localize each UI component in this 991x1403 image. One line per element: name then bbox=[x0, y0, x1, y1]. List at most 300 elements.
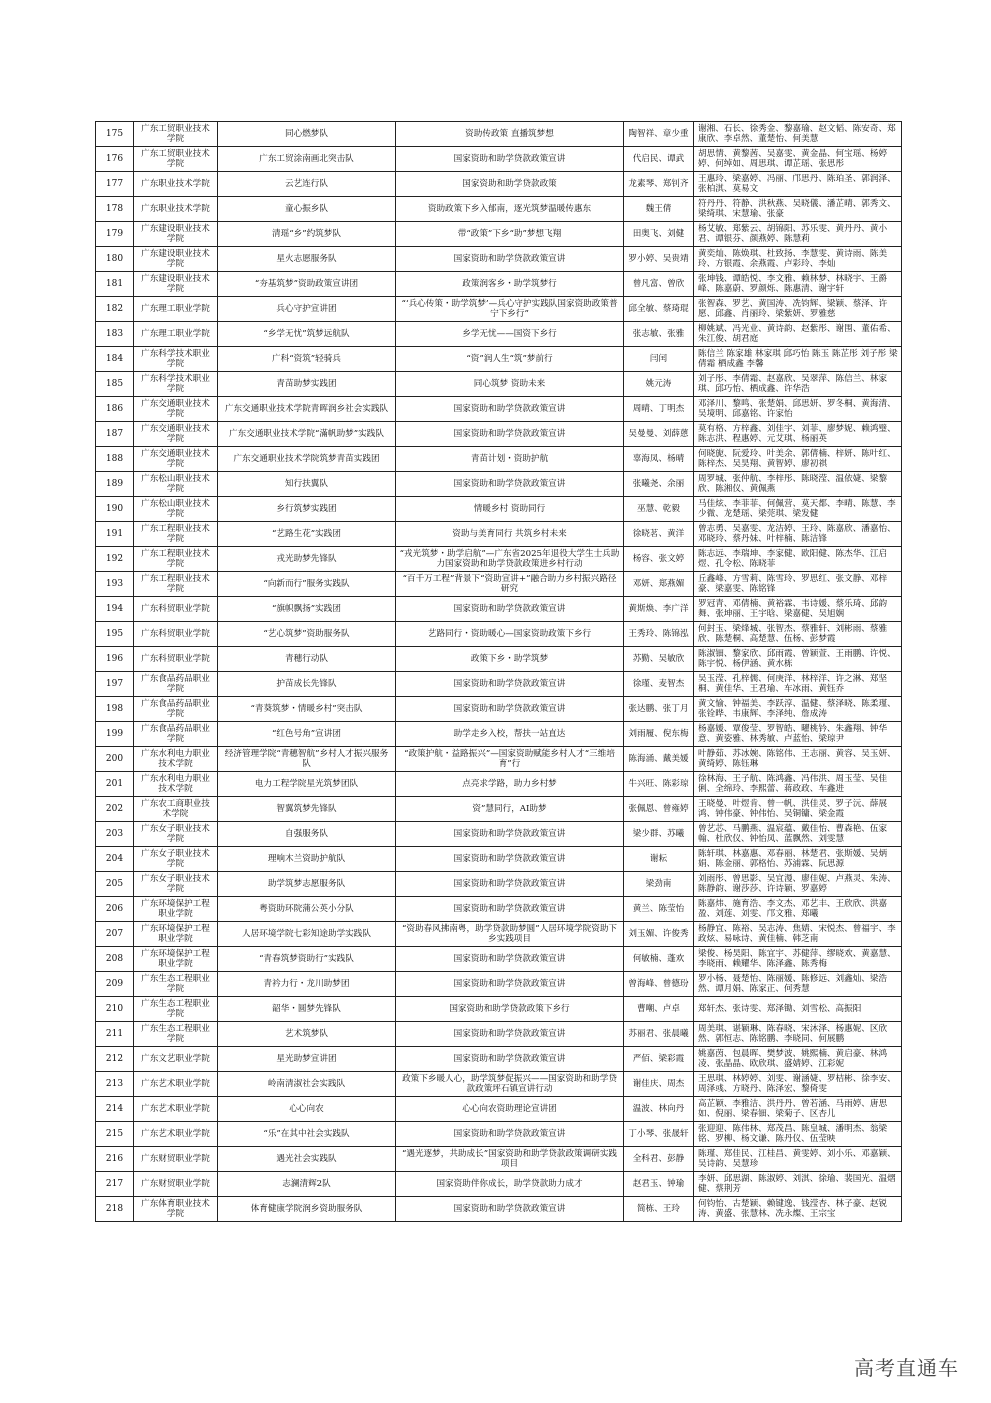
topic-cell: 国家资助和助学贷款政策宣讲 bbox=[396, 972, 624, 997]
topic-cell: 政策润客乡・助学筑梦行 bbox=[396, 272, 624, 297]
team-name-cell: “乡学无忧”筑梦远航队 bbox=[218, 322, 396, 347]
table-row bbox=[96, 872, 902, 897]
team-name-cell: 韶华・圆梦先锋队 bbox=[218, 997, 396, 1022]
members-cell: 王晓曼、叶煜肯、曾一帆、洪佳灵、罗子沅、薛展鸿、钟伟豪、钟伟怡、吴铜镛、梁金霞 bbox=[694, 797, 902, 822]
row-number-cell: 215 bbox=[96, 1122, 134, 1147]
leader-cell: 梁劲南 bbox=[624, 872, 694, 897]
table-row bbox=[96, 897, 902, 922]
row-number-cell: 200 bbox=[96, 747, 134, 772]
members-cell: 曾艺芯、马鹏燕、温宸蕴、戴佳怡、曹森艳、伍家翰、杜欣仪、钟怡凤、蓝飘然、刘雯慧 bbox=[694, 822, 902, 847]
topic-cell: 助学走乡入校，帮扶一站直达 bbox=[396, 722, 624, 747]
members-cell: 杨嘉媛、覃俊莹、罗智皓、曜桃钤、朱鑫翔、钟华意、黄姿雅、林秀敏、卢蓝怡、梁琼尹 bbox=[694, 722, 902, 747]
school-cell: 广东科贸职业学院 bbox=[134, 622, 218, 647]
topic-cell: 心心向农资助理论宣讲团 bbox=[396, 1097, 624, 1122]
team-name-cell: 自强服务队 bbox=[218, 822, 396, 847]
topic-cell: 国家资助和助学贷款政策宣讲 bbox=[396, 597, 624, 622]
school-cell: 广东理工职业学院 bbox=[134, 322, 218, 347]
members-cell: 罗小杨、聂楚怡、陈丽媛、陈修远、刘鑫灿、梁浩然、谭月娟、陈家正、何秀慧 bbox=[694, 972, 902, 997]
topic-cell: 国家资助和助学贷款政策宣讲 bbox=[396, 397, 624, 422]
roster-table-body bbox=[96, 122, 902, 1222]
leader-cell: 梁少群、苏曦 bbox=[624, 822, 694, 847]
topic-cell: “戎光筑梦・助学启航”—广东省2025年退役大学生士兵助力国家资助和助学贷款政策进乡村行动 bbox=[396, 547, 624, 572]
school-cell: 广东食品药品职业学院 bbox=[134, 672, 218, 697]
topic-cell: 艺路同行・资助暖心—国家资助政策下乡行 bbox=[396, 622, 624, 647]
members-cell: 谢湘、石长、徐秀金、黎嘉瑜、赵文韬、陈安奇、郑康欣、李卓然、董楚怡、何美慧 bbox=[694, 122, 902, 147]
members-cell: 杨艾敏、郑紫云、胡锦阳、苏乐雯、黄丹丹、黄小君、谭银芬、颜燕婷、陈慧莉 bbox=[694, 222, 902, 247]
team-name-cell: 志澜清辉2队 bbox=[218, 1172, 396, 1197]
members-cell: 杨静宜、陈裕、吴志涛、焦婧、宋悦杰、曾福宇、李政炫、易咏诗、黄佳楠、韩芝南 bbox=[694, 922, 902, 947]
team-name-cell: 戎光助梦先锋队 bbox=[218, 547, 396, 572]
school-cell: 广东工程职业技术学院 bbox=[134, 547, 218, 572]
members-cell: 邓泽川、黎鸣、张楚娟、邱思妍、罗冬桐、黄海清、吴境明、邱嘉铭、许家怡 bbox=[694, 397, 902, 422]
school-cell: 广东科学技术职业学院 bbox=[134, 372, 218, 397]
school-cell: 广东水利电力职业技术学院 bbox=[134, 772, 218, 797]
topic-cell: 带“政策”下乡“助”梦想飞翔 bbox=[396, 222, 624, 247]
school-cell: 广东女子职业技术学院 bbox=[134, 822, 218, 847]
row-number-cell: 186 bbox=[96, 397, 134, 422]
school-cell: 广东财贸职业学院 bbox=[134, 1147, 218, 1172]
table-row bbox=[96, 647, 902, 672]
team-name-cell: 知行扶翼队 bbox=[218, 472, 396, 497]
team-name-cell: 广科“资筑”轻骑兵 bbox=[218, 347, 396, 372]
table-row bbox=[96, 572, 902, 597]
row-number-cell: 177 bbox=[96, 172, 134, 197]
table-row bbox=[96, 322, 902, 347]
table-row bbox=[96, 772, 902, 797]
row-number-cell: 213 bbox=[96, 1072, 134, 1097]
team-name-cell: 广东工贸涂南画北突击队 bbox=[218, 147, 396, 172]
topic-cell: 国家资助和助学贷款政策宣讲 bbox=[396, 697, 624, 722]
table-row bbox=[96, 422, 902, 447]
topic-cell: “资”润人生“筑”梦前行 bbox=[396, 347, 624, 372]
members-cell: 何晓旎、阮爱玲、叶美余、郭倩楠、梓妍、陈叶红、陈梓杰、吴昊翔、黄智婷、廖初祺 bbox=[694, 447, 902, 472]
members-cell: 陈瑾、郑佳民、江桂昌、黄雯婷、刘小乐、邓嘉颖、吴诗韵、吴慧珍 bbox=[694, 1147, 902, 1172]
leader-cell: 黄斯焕、李广洋 bbox=[624, 597, 694, 622]
school-cell: 广东职业技术学院 bbox=[134, 172, 218, 197]
members-cell: 曾志勇、吴嘉雯、龙洁婷、王玲、陈嘉欣、潘嘉怡、邓晓玲、蔡丹妹、叶梓楠、陈洁锋 bbox=[694, 522, 902, 547]
school-cell: 广东科贸职业学院 bbox=[134, 597, 218, 622]
school-cell: 广东食品药品职业学院 bbox=[134, 722, 218, 747]
leader-cell: 刘雨履、倪东梅 bbox=[624, 722, 694, 747]
topic-cell: 国家资助和助学贷款政策宣讲 bbox=[396, 822, 624, 847]
school-cell: 广东科学技术职业学院 bbox=[134, 347, 218, 372]
row-number-cell: 195 bbox=[96, 622, 134, 647]
school-cell: 广东工贸职业技术学院 bbox=[134, 147, 218, 172]
row-number-cell: 185 bbox=[96, 372, 134, 397]
row-number-cell: 207 bbox=[96, 922, 134, 947]
topic-cell: 国家资助和助学贷款政策宣讲 bbox=[396, 872, 624, 897]
row-number-cell: 199 bbox=[96, 722, 134, 747]
row-number-cell: 193 bbox=[96, 572, 134, 597]
leader-cell: 曾海峰、曾德玢 bbox=[624, 972, 694, 997]
row-number-cell: 180 bbox=[96, 247, 134, 272]
table-row bbox=[96, 522, 902, 547]
topic-cell: 国家资助和助学贷款政策宣讲 bbox=[396, 1122, 624, 1147]
members-cell: 胡思情、黄黎茜、吴嘉雯、黄金晶、何宝瑶、杨婷婷、何绰如、周思琪、谭芷瑶、张思彤 bbox=[694, 147, 902, 172]
table-row bbox=[96, 622, 902, 647]
leader-cell: 温波、林向丹 bbox=[624, 1097, 694, 1122]
table-row bbox=[96, 1122, 902, 1147]
leader-cell: 闫闰 bbox=[624, 347, 694, 372]
members-cell: 刘子彤、李倩霜、赵嘉欣、吴翠萍、陈信兰、林家琪、邱巧怡、栖成鑫、许华浩 bbox=[694, 372, 902, 397]
school-cell: 广东生态工程职业学院 bbox=[134, 997, 218, 1022]
members-cell: 陈信兰 陈家雄 林家琪 邱巧怡 陈玉 陈芷彤 刘子彤 梁倩霜 栖成鑫 李馨 bbox=[694, 347, 902, 372]
table-row bbox=[96, 947, 902, 972]
members-cell: 周罗城、张仲航、李梓彤、陈晓滢、温依婕、梁黎欣、陈湘仪、黄佩燕 bbox=[694, 472, 902, 497]
members-cell: 陈轩琪、林嘉惠、邓春丽、林楚君、张斯媛、吴炳娟、陈金丽、郭格怡、苏浦霖、阮思源 bbox=[694, 847, 902, 872]
row-number-cell: 211 bbox=[96, 1022, 134, 1047]
leader-cell: 谢耘 bbox=[624, 847, 694, 872]
row-number-cell: 198 bbox=[96, 697, 134, 722]
members-cell: 莫有格、方梓鑫、刘佳宇、刘菲、廖梦妮、赖鸿璧、陈志洪、程惠婷、元艾琪、杨丽英 bbox=[694, 422, 902, 447]
school-cell: 广东职业技术学院 bbox=[134, 197, 218, 222]
leader-cell: 徐晓茗、黄洋 bbox=[624, 522, 694, 547]
school-cell: 广东财贸职业学院 bbox=[134, 1172, 218, 1197]
topic-cell: “资助春风拂南粤，助学贷款助梦圆”人居环境学院资助下乡实践项目 bbox=[396, 922, 624, 947]
members-cell: 丘鑫峰、方雪莉、陈雪玲、罗思红、张文静、邓梓豪、梁嘉雯、陈铭锋 bbox=[694, 572, 902, 597]
row-number-cell: 209 bbox=[96, 972, 134, 997]
team-name-cell: 护苗成长先锋队 bbox=[218, 672, 396, 697]
school-cell: 广东工程职业技术学院 bbox=[134, 522, 218, 547]
team-name-cell: 星光助梦宣讲团 bbox=[218, 1047, 396, 1072]
school-cell: 广东环境保护工程职业学院 bbox=[134, 947, 218, 972]
leader-cell: 曾凡富、曾欣 bbox=[624, 272, 694, 297]
members-cell: 张迎迎、陈伟林、郑茂昌、陈皇城、潘明杰、翁梁铭、罗柳、杨文谦、陈丹仪、伍莹映 bbox=[694, 1122, 902, 1147]
topic-cell: 资助与美育同行 共筑乡村未来 bbox=[396, 522, 624, 547]
school-cell: 广东建设职业技术学院 bbox=[134, 247, 218, 272]
school-cell: 广东建设职业技术学院 bbox=[134, 222, 218, 247]
table-row bbox=[96, 247, 902, 272]
team-name-cell: 广东交通职业技术学院青晖润乡社会实践队 bbox=[218, 397, 396, 422]
members-cell: 王惠玲、梁嘉婷、冯丽、邝思丹、陈珀圣、郭润泽、张柏淇、莫易文 bbox=[694, 172, 902, 197]
table-row bbox=[96, 1147, 902, 1172]
team-name-cell: 粤资助环院蒲公英小分队 bbox=[218, 897, 396, 922]
row-number-cell: 206 bbox=[96, 897, 134, 922]
leader-cell: 魏王倩 bbox=[624, 197, 694, 222]
table-row bbox=[96, 197, 902, 222]
row-number-cell: 178 bbox=[96, 197, 134, 222]
table-row bbox=[96, 272, 902, 297]
row-number-cell: 182 bbox=[96, 297, 134, 322]
topic-cell: “百千万工程”背景下“资助宣讲+”融合助力乡村振兴路径研究 bbox=[396, 572, 624, 597]
members-cell: 高芷颖、李雅洁、洪丹丹、曾若涵、马雨婷、唐思如、倪丽、梁春钿、梁菊子、区杏儿 bbox=[694, 1097, 902, 1122]
leader-cell: 张曦尧、余丽 bbox=[624, 472, 694, 497]
team-name-cell: 乡行筑梦实践团 bbox=[218, 497, 396, 522]
table-row bbox=[96, 1172, 902, 1197]
row-number-cell: 194 bbox=[96, 597, 134, 622]
school-cell: 广东环境保护工程职业学院 bbox=[134, 922, 218, 947]
row-number-cell: 184 bbox=[96, 347, 134, 372]
team-name-cell: “艺心筑梦”资助服务队 bbox=[218, 622, 396, 647]
table-row bbox=[96, 997, 902, 1022]
team-name-cell: 广东交通职业技术学院筑梦青苗实践团 bbox=[218, 447, 396, 472]
school-cell: 广东艺术职业学院 bbox=[134, 1122, 218, 1147]
leader-cell: 全科君、彭静 bbox=[624, 1147, 694, 1172]
school-cell: 广东建设职业技术学院 bbox=[134, 272, 218, 297]
leader-cell: 何敏楠、蓬欢 bbox=[624, 947, 694, 972]
leader-cell: 邱全敏、蔡琦琨 bbox=[624, 297, 694, 322]
topic-cell: 国家资助和助学贷款政策宣讲 bbox=[396, 947, 624, 972]
table-row bbox=[96, 122, 902, 147]
topic-cell: 国家资助和助学贷款政策宣讲 bbox=[396, 1047, 624, 1072]
row-number-cell: 210 bbox=[96, 997, 134, 1022]
table-row bbox=[96, 372, 902, 397]
leader-cell: 黄兰、陈莹怡 bbox=[624, 897, 694, 922]
row-number-cell: 212 bbox=[96, 1047, 134, 1072]
topic-cell: 国家资助和助学贷款政策宣讲 bbox=[396, 147, 624, 172]
leader-cell: 苏勤、吴敏欣 bbox=[624, 647, 694, 672]
table-row bbox=[96, 472, 902, 497]
table-row bbox=[96, 722, 902, 747]
table-row bbox=[96, 822, 902, 847]
leader-cell: 吴曼曼、刘薛蒽 bbox=[624, 422, 694, 447]
row-number-cell: 217 bbox=[96, 1172, 134, 1197]
row-number-cell: 183 bbox=[96, 322, 134, 347]
school-cell: 广东环境保护工程职业学院 bbox=[134, 897, 218, 922]
leader-cell: 田奥飞、刘健 bbox=[624, 222, 694, 247]
topic-cell: “‘兵心传策・助学筑梦’—兵心守护实践队国家资助政策普宁下乡行” bbox=[396, 297, 624, 322]
table-row bbox=[96, 847, 902, 872]
row-number-cell: 192 bbox=[96, 547, 134, 572]
school-cell: 广东理工职业学院 bbox=[134, 297, 218, 322]
leader-cell: 杨容、张文婷 bbox=[624, 547, 694, 572]
leader-cell: 巫慧、乾毅 bbox=[624, 497, 694, 522]
roster-table-container bbox=[95, 121, 901, 1222]
leader-cell: 丁小琴、张晟轩 bbox=[624, 1122, 694, 1147]
topic-cell: 资”慧同行，AI助梦 bbox=[396, 797, 624, 822]
row-number-cell: 197 bbox=[96, 672, 134, 697]
row-number-cell: 187 bbox=[96, 422, 134, 447]
row-number-cell: 176 bbox=[96, 147, 134, 172]
row-number-cell: 202 bbox=[96, 797, 134, 822]
school-cell: 广东食品药品职业学院 bbox=[134, 697, 218, 722]
team-name-cell: 心心向农 bbox=[218, 1097, 396, 1122]
row-number-cell: 204 bbox=[96, 847, 134, 872]
leader-cell: 刘玉媚、许俊秀 bbox=[624, 922, 694, 947]
topic-cell: 国家资助和助学贷款政策 bbox=[396, 172, 624, 197]
team-name-cell: 人居环境学院七彩知途助学实践队 bbox=[218, 922, 396, 947]
leader-cell: 陶智祥、章少重 bbox=[624, 122, 694, 147]
topic-cell: 情暖乡村 资助同行 bbox=[396, 497, 624, 522]
row-number-cell: 203 bbox=[96, 822, 134, 847]
row-number-cell: 205 bbox=[96, 872, 134, 897]
leader-cell: 罗小婷、吴贵靖 bbox=[624, 247, 694, 272]
school-cell: 广东松山职业技术学院 bbox=[134, 497, 218, 522]
team-name-cell: 星火志愿服务队 bbox=[218, 247, 396, 272]
team-name-cell: 智翼筑梦先锋队 bbox=[218, 797, 396, 822]
topic-cell: 资助政策下乡入郁南，逐光筑梦温暖传惠东 bbox=[396, 197, 624, 222]
members-cell: 符丹丹、符静、洪秋燕、吴晓儀、潘芷晴、郭秀文、梁绮琪、宋慧瑜、张豪 bbox=[694, 197, 902, 222]
school-cell: 广东工程职业技术学院 bbox=[134, 572, 218, 597]
school-cell: 广东生态工程职业学院 bbox=[134, 972, 218, 997]
row-number-cell: 196 bbox=[96, 647, 134, 672]
school-cell: 广东女子职业技术学院 bbox=[134, 847, 218, 872]
leader-cell: 张达鹏、张丁月 bbox=[624, 697, 694, 722]
members-cell: 柳姚斌、冯光业、黄诗韵、赵紫彤、谢围、董佑希、朱江俊、胡君庭 bbox=[694, 322, 902, 347]
table-row bbox=[96, 497, 902, 522]
topic-cell: 点亮求学路，助力乡村梦 bbox=[396, 772, 624, 797]
team-name-cell: “青春筑梦资助行”实践队 bbox=[218, 947, 396, 972]
school-cell: 广东科贸职业学院 bbox=[134, 647, 218, 672]
members-cell: 梁俊、杨昊阳、陈宜宇、苏健萍、缪晓欢、黄嘉慧、李晓雨、赖耀华、陈泽鑫、陈秀梅 bbox=[694, 947, 902, 972]
leader-cell: 姚元涛 bbox=[624, 372, 694, 397]
table-row bbox=[96, 1047, 902, 1072]
row-number-cell: 190 bbox=[96, 497, 134, 522]
topic-cell: 青苗计划・资助护航 bbox=[396, 447, 624, 472]
school-cell: 广东交通职业技术学院 bbox=[134, 422, 218, 447]
topic-cell: 国家资助和助学贷款政策下乡行 bbox=[396, 997, 624, 1022]
team-name-cell: “艺路生花”实践团 bbox=[218, 522, 396, 547]
school-cell: 广东文艺职业学院 bbox=[134, 1047, 218, 1072]
leader-cell: 代启民、谭武 bbox=[624, 147, 694, 172]
school-cell: 广东体育职业技术学院 bbox=[134, 1197, 218, 1222]
leader-cell: 简栋、王玲 bbox=[624, 1197, 694, 1222]
topic-cell: 国家资助伴你成长，助学贷款助力成才 bbox=[396, 1172, 624, 1197]
table-row bbox=[96, 547, 902, 572]
table-row bbox=[96, 1022, 902, 1047]
members-cell: 罗冠青、邓倩楠、黄裕霖、韦诗媛、蔡乐琦、邱韵舞、张坤丽、王宇晗、梁嘉健、吴旭娴 bbox=[694, 597, 902, 622]
school-cell: 广东农工商职业技术学院 bbox=[134, 797, 218, 822]
team-name-cell: 艺术筑梦队 bbox=[218, 1022, 396, 1047]
members-cell: 叶静茹、苏冰婉、陈铭伟、王志丽、黄容、吴玉妍、黄绮婷、陈钰琳 bbox=[694, 747, 902, 772]
team-name-cell: 助学筑梦志愿服务队 bbox=[218, 872, 396, 897]
topic-cell: 国家资助和助学贷款政策宣讲 bbox=[396, 472, 624, 497]
table-row bbox=[96, 597, 902, 622]
school-cell: 广东交通职业技术学院 bbox=[134, 397, 218, 422]
leader-cell: 牛兴旺、陈彩琼 bbox=[624, 772, 694, 797]
team-name-cell: “红色号角”宣讲团 bbox=[218, 722, 396, 747]
school-cell: 广东水利电力职业技术学院 bbox=[134, 747, 218, 772]
team-name-cell: 经济管理学院“青穗智航”乡村人才振兴服务队 bbox=[218, 747, 396, 772]
table-row bbox=[96, 1072, 902, 1097]
members-cell: 陈志远、李瑞坤、李家健、欧阳健、陈杰华、江启煜、孔令松、陈晓菲 bbox=[694, 547, 902, 572]
leader-cell: 谢佳庆、周杰 bbox=[624, 1072, 694, 1097]
members-cell: 李妍、邱思湖、陈淑婷、刘淇、徐瑜、裴国光、温熠健、蔡荆芳 bbox=[694, 1172, 902, 1197]
members-cell: 张智森、罗艺、黄国涛、冼钧辉、梁颖、蔡泽、许愿、邱鑫、肖丽玲、梁紫妍、罗雅慈 bbox=[694, 297, 902, 322]
team-name-cell: 遇光社会实践队 bbox=[218, 1147, 396, 1172]
row-number-cell: 175 bbox=[96, 122, 134, 147]
roster-table bbox=[95, 121, 902, 1222]
members-cell: 何钧怡、古楚颖、赖键逸、钱滢杏、林子豪、赵锐涛、黄盛、张慧林、冼永燦、王宗宝 bbox=[694, 1197, 902, 1222]
members-cell: 郑轩杰、张诗雯、郑泽锄、刘雪松、高振阳 bbox=[694, 997, 902, 1022]
school-cell: 广东交通职业技术学院 bbox=[134, 447, 218, 472]
team-name-cell: 理响木兰资助护航队 bbox=[218, 847, 396, 872]
topic-cell: “遇光逐梦，共助成长”国家资助和助学贷款政策调研实践项目 bbox=[396, 1147, 624, 1172]
topic-cell: 政策下乡暖人心，助学筑梦促振兴——国家资助和助学贷款政策坪石镇宣讲行动 bbox=[396, 1072, 624, 1097]
members-cell: 徐林海、王子航、陈鸿鑫、冯伟洪、周玉莹、吴佳俐、全绵玲、李熙蕾、蒋政政、车鑫进 bbox=[694, 772, 902, 797]
table-row bbox=[96, 672, 902, 697]
table-row bbox=[96, 797, 902, 822]
members-cell: 王思琪、林婷婷、刘雯、谢涵婕、罗桔彬、徐李安、周泽彧、方晓丹、陈泽宏、黎倚雯 bbox=[694, 1072, 902, 1097]
members-cell: 陈嘉炜、施育浩、李文杰、邓艺丰、王欣欣、洪嘉盈、刘莲、刘雯、邝文雅、郑曦 bbox=[694, 897, 902, 922]
members-cell: 周美琪、谌颖琳、陈春晓、宋沐泽、杨惠妮、区欣然、郭恒志、陈铭鹏、李晓同、何展鹏 bbox=[694, 1022, 902, 1047]
team-name-cell: 体育健康学院润乡资助服务队 bbox=[218, 1197, 396, 1222]
table-row bbox=[96, 1197, 902, 1222]
team-name-cell: “乐”在其中社会实践队 bbox=[218, 1122, 396, 1147]
table-row bbox=[96, 397, 902, 422]
members-cell: 何封玉、梁烽城、张智杰、蔡雅轩、刘彬雨、蔡雅欣、陈楚桐、高楚慧、伍杨、彭梦霞 bbox=[694, 622, 902, 647]
table-row bbox=[96, 972, 902, 997]
team-name-cell: 广东交通职业技术学院“滿帆助梦”实践队 bbox=[218, 422, 396, 447]
row-number-cell: 191 bbox=[96, 522, 134, 547]
team-name-cell: 云艺连行队 bbox=[218, 172, 396, 197]
row-number-cell: 201 bbox=[96, 772, 134, 797]
school-cell: 广东生态工程职业学院 bbox=[134, 1022, 218, 1047]
topic-cell: 国家资助和助学贷款政策宣讲 bbox=[396, 1022, 624, 1047]
topic-cell: “政策护航・益路振兴”—国家资助赋能乡村人才“三维培育”行 bbox=[396, 747, 624, 772]
topic-cell: 政策下乡・助学筑梦 bbox=[396, 647, 624, 672]
members-cell: 黄奕灿、陈焕琪、杜致扬、李慧雯、黄诗雨、陈美玲、方银霞、余燕霞、卢彩玲、李灿 bbox=[694, 247, 902, 272]
leader-cell: 周晴、丁明杰 bbox=[624, 397, 694, 422]
row-number-cell: 208 bbox=[96, 947, 134, 972]
leader-cell: 赵君玉、钟瑜 bbox=[624, 1172, 694, 1197]
row-number-cell: 188 bbox=[96, 447, 134, 472]
leader-cell: 王秀玲、陈锦泓 bbox=[624, 622, 694, 647]
leader-cell: 龙素琴、郑钊齐 bbox=[624, 172, 694, 197]
footer-logo-text: 高考直通车 bbox=[854, 1356, 959, 1380]
topic-cell: 国家资助和助学贷款政策宣讲 bbox=[396, 897, 624, 922]
school-cell: 广东松山职业技术学院 bbox=[134, 472, 218, 497]
leader-cell: 曹嘲、卢卓 bbox=[624, 997, 694, 1022]
topic-cell: 国家资助和助学贷款政策宣讲 bbox=[396, 847, 624, 872]
team-name-cell: 青衿力行・龙川助梦团 bbox=[218, 972, 396, 997]
topic-cell: 资助传政策 直播筑梦想 bbox=[396, 122, 624, 147]
members-cell: 黄文愉、钟福美、李跃淳、温健、蔡泽晓、陈柔瑾、张铨晔、韦康辉、李泽纯、詹成涛 bbox=[694, 697, 902, 722]
topic-cell: 乡学无忧——国资下乡行 bbox=[396, 322, 624, 347]
team-name-cell: 青穗行动队 bbox=[218, 647, 396, 672]
team-name-cell: 青苗助梦实践团 bbox=[218, 372, 396, 397]
members-cell: 陈淑钿、黎家欣、邱雨霞、曾颖萱、王雨鹏、许悦、陈宇悦、杨伊涵、黄水栋 bbox=[694, 647, 902, 672]
topic-cell: 国家资助和助学贷款政策宣讲 bbox=[396, 1197, 624, 1222]
school-cell: 广东艺术职业学院 bbox=[134, 1097, 218, 1122]
school-cell: 广东工贸职业技术学院 bbox=[134, 122, 218, 147]
members-cell: 刘雨彤、曾思影、吴宜漫、廖佳妮、卢燕灵、朱涛、陈静韵、谢莎莎、许诗颖、罗嘉婷 bbox=[694, 872, 902, 897]
table-row bbox=[96, 172, 902, 197]
team-name-cell: 清瑶“乡”约筑梦队 bbox=[218, 222, 396, 247]
table-row bbox=[96, 347, 902, 372]
team-name-cell: “旗帜飘扬”实践团 bbox=[218, 597, 396, 622]
team-name-cell: 同心燃梦队 bbox=[218, 122, 396, 147]
table-row bbox=[96, 697, 902, 722]
members-cell: 吴玉滢、孔梓儒、何庚洋、林梓洋、许之淋、郑坚桐、黄佳华、王君瑜、车冰雨、黄钰乔 bbox=[694, 672, 902, 697]
school-cell: 广东女子职业技术学院 bbox=[134, 872, 218, 897]
table-row bbox=[96, 922, 902, 947]
table-row bbox=[96, 447, 902, 472]
team-name-cell: 兵心守护宣讲团 bbox=[218, 297, 396, 322]
table-row bbox=[96, 222, 902, 247]
row-number-cell: 216 bbox=[96, 1147, 134, 1172]
topic-cell: 国家资助和助学贷款政策宣讲 bbox=[396, 422, 624, 447]
row-number-cell: 218 bbox=[96, 1197, 134, 1222]
school-cell: 广东艺术职业学院 bbox=[134, 1072, 218, 1097]
team-name-cell: “向新而行”服务实践队 bbox=[218, 572, 396, 597]
leader-cell: 徐瑾、麦智杰 bbox=[624, 672, 694, 697]
row-number-cell: 181 bbox=[96, 272, 134, 297]
topic-cell: 同心筑梦 资助未来 bbox=[396, 372, 624, 397]
topic-cell: 国家资助和助学贷款政策宣讲 bbox=[396, 247, 624, 272]
table-row bbox=[96, 297, 902, 322]
row-number-cell: 179 bbox=[96, 222, 134, 247]
leader-cell: 陈海涌、戴美媛 bbox=[624, 747, 694, 772]
topic-cell: 国家资助和助学贷款政策宣讲 bbox=[396, 672, 624, 697]
team-name-cell: 童心振乡队 bbox=[218, 197, 396, 222]
members-cell: 张坤钱、谭皓悦、李文雅、赖林梦、林晓宇、王爵峰、陈嘉蔚、罗颜烁、陈惠清、谢宇轩 bbox=[694, 272, 902, 297]
table-row bbox=[96, 147, 902, 172]
team-name-cell: “夯基筑梦”资助政策宣讲团 bbox=[218, 272, 396, 297]
team-name-cell: “青葵筑梦・情暖乡村”突击队 bbox=[218, 697, 396, 722]
leader-cell: 苏丽君、张晨曦 bbox=[624, 1022, 694, 1047]
members-cell: 马佳炫、李菲菲、何佩营、莫天都、李晴、陈慧、李少微、龙楚瑶、梁莞琪、梁发健 bbox=[694, 497, 902, 522]
